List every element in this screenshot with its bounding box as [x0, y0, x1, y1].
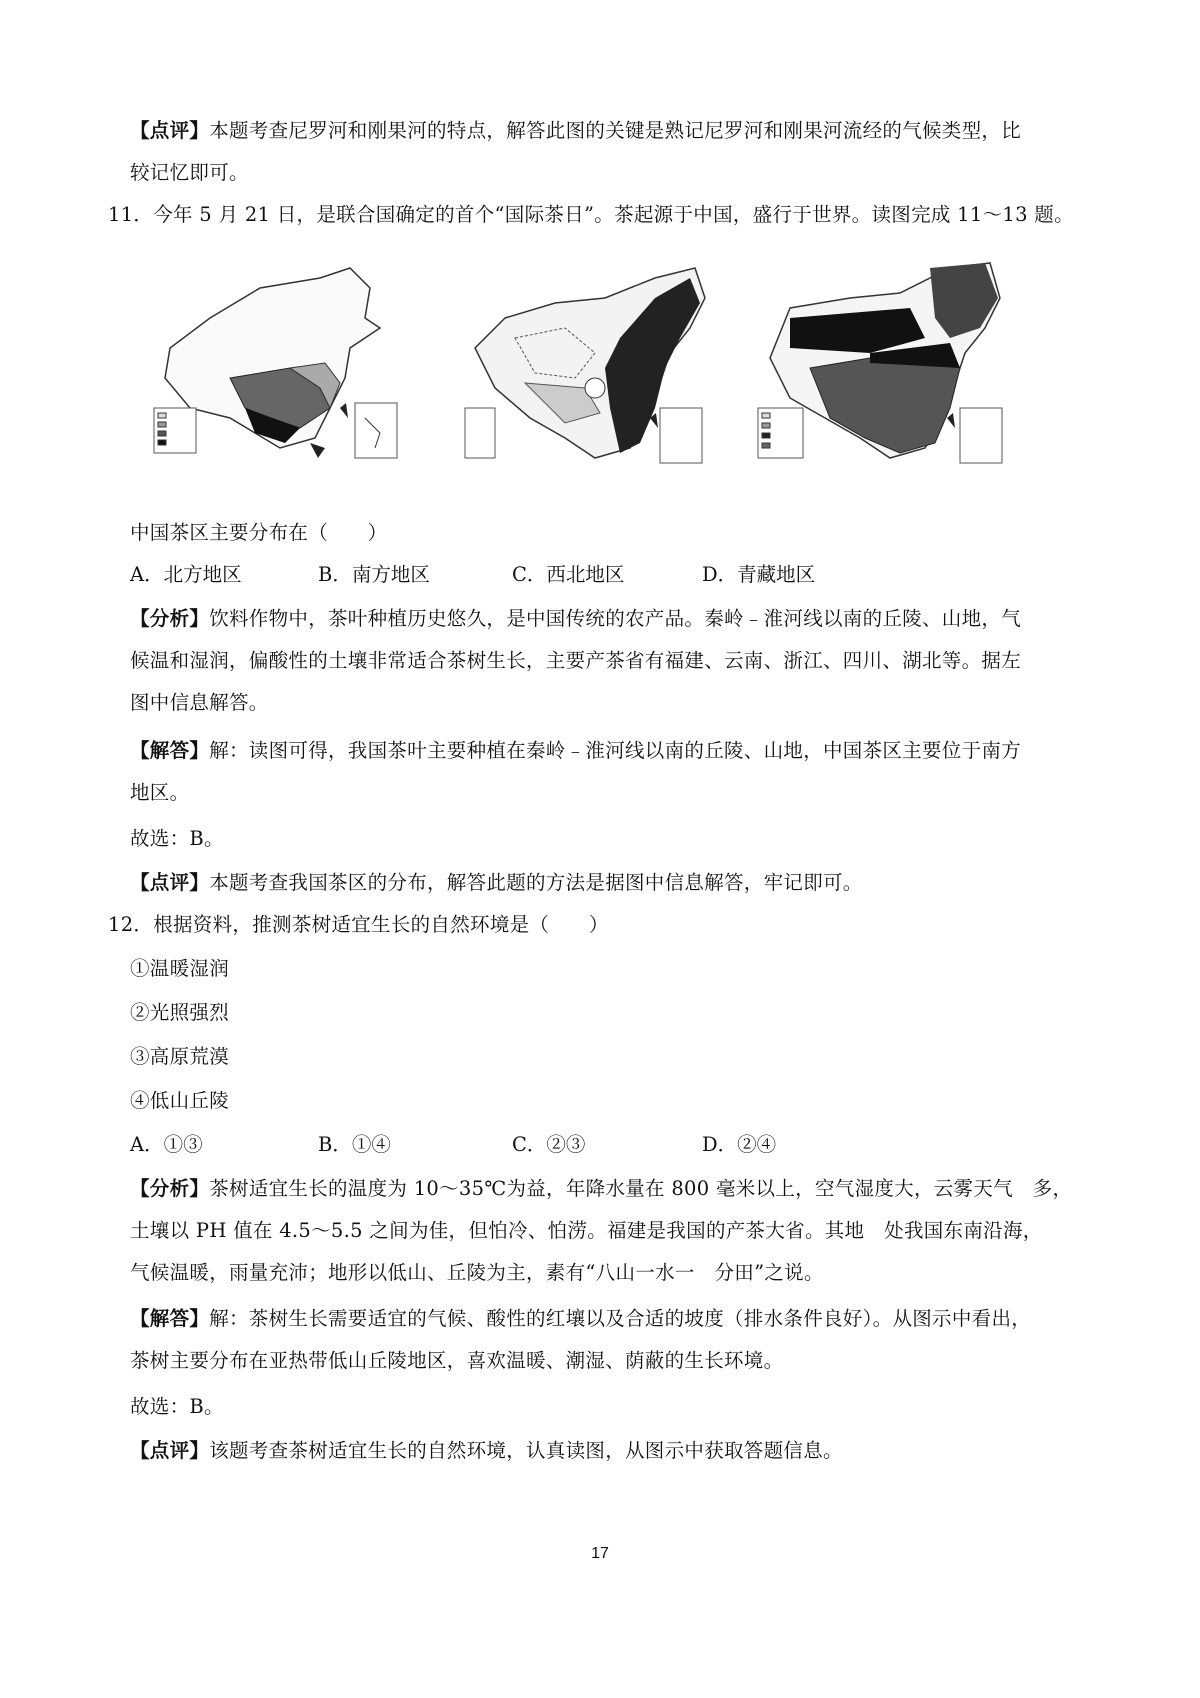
q12-answer-1: 【解答】解：茶树生长需要适宜的气候、酸性的红壤以及合适的坡度（排水条件良好）。从图示中看出，: [130, 1307, 1032, 1330]
q12-choice: 故选：B。: [130, 1395, 224, 1418]
q12-item-4: ④低山丘陵: [130, 1089, 230, 1112]
comment-line-2: 较记忆即可。: [130, 161, 249, 184]
q11-intro: 11．今年 5 月 21 日，是联合国确定的首个“国际茶日”。茶起源于中国，盛行于世界。读图完成 11～13 题。: [108, 203, 1074, 226]
q11-option-b: B．南方地区: [318, 563, 430, 586]
q11-option-a: A．北方地区: [130, 563, 242, 586]
q11-choice: 故选：B。: [130, 827, 224, 850]
q12-analysis-3: 气候温暖，雨量充沛；地形以低山、丘陵为主，素有“八山一水一 分田”之说。: [130, 1261, 824, 1284]
tea-region-map: [150, 258, 430, 498]
q11-analysis-2: 候温和湿润，偏酸性的土壤非常适合茶树生长，主要产茶省有福建、云南、浙江、四川、湖北等。据左: [130, 649, 1022, 672]
q11-analysis-1: 【分析】饮料作物中，茶叶种植历史悠久，是中国传统的农产品。秦岭﹣淮河线以南的丘陵、山地，气: [130, 607, 1022, 630]
q12-comment: 【点评】该题考查茶树适宜生长的自然环境，认真读图，从图示中获取答题信息。: [130, 1439, 843, 1462]
china-maps-figure: [150, 258, 1050, 498]
q11-option-d: D．青藏地区: [702, 563, 816, 586]
q11-comment: 【点评】本题考查我国茶区的分布，解答此题的方法是据图中信息解答，牢记即可。: [130, 871, 863, 894]
comment-line-1: 【点评】本题考查尼罗河和刚果河的特点，解答此图的关键是熟记尼罗河和刚果河流经的气候类型，比: [130, 119, 1022, 142]
q11-answer-1: 【解答】解：读图可得，我国茶叶主要种植在秦岭﹣淮河线以南的丘陵、山地，中国茶区主要位于南方: [130, 739, 1022, 762]
q12-item-1: ①温暖湿润: [130, 957, 230, 980]
terrain-map: [455, 258, 735, 498]
q11-option-c: C．西北地区: [512, 563, 625, 586]
q12-option-c: C．②③: [512, 1133, 586, 1156]
q12-intro: 12．根据资料，推测茶树适宜生长的自然环境是（ ）: [108, 913, 609, 936]
q12-analysis-2: 土壤以 PH 值在 4.5～5.5 之间为佳，但怕冷、怕涝。福建是我国的产茶大省。其地 处我国东南沿海，: [130, 1219, 1043, 1242]
climate-region-map: [750, 258, 1030, 498]
q12-item-2: ②光照强烈: [130, 1001, 230, 1024]
q12-analysis-1: 【分析】茶树适宜生长的温度为 10～35℃为益，年降水量在 800 毫米以上，空气湿度大，云雾天气 多，: [130, 1177, 1073, 1200]
q11-answer-2: 地区。: [130, 781, 190, 804]
page-number: 17: [591, 1545, 609, 1562]
q11-analysis-3: 图中信息解答。: [130, 691, 269, 714]
q12-option-a: A．①③: [130, 1133, 203, 1156]
q12-item-3: ③高原荒漠: [130, 1045, 230, 1068]
q12-answer-2: 茶树主要分布在亚热带低山丘陵地区，喜欢温暖、潮湿、荫蔽的生长环境。: [130, 1349, 784, 1372]
q12-option-d: D．②④: [702, 1133, 777, 1156]
q11-question: 中国茶区主要分布在（ ）: [130, 521, 388, 544]
q12-option-b: B．①④: [318, 1133, 391, 1156]
